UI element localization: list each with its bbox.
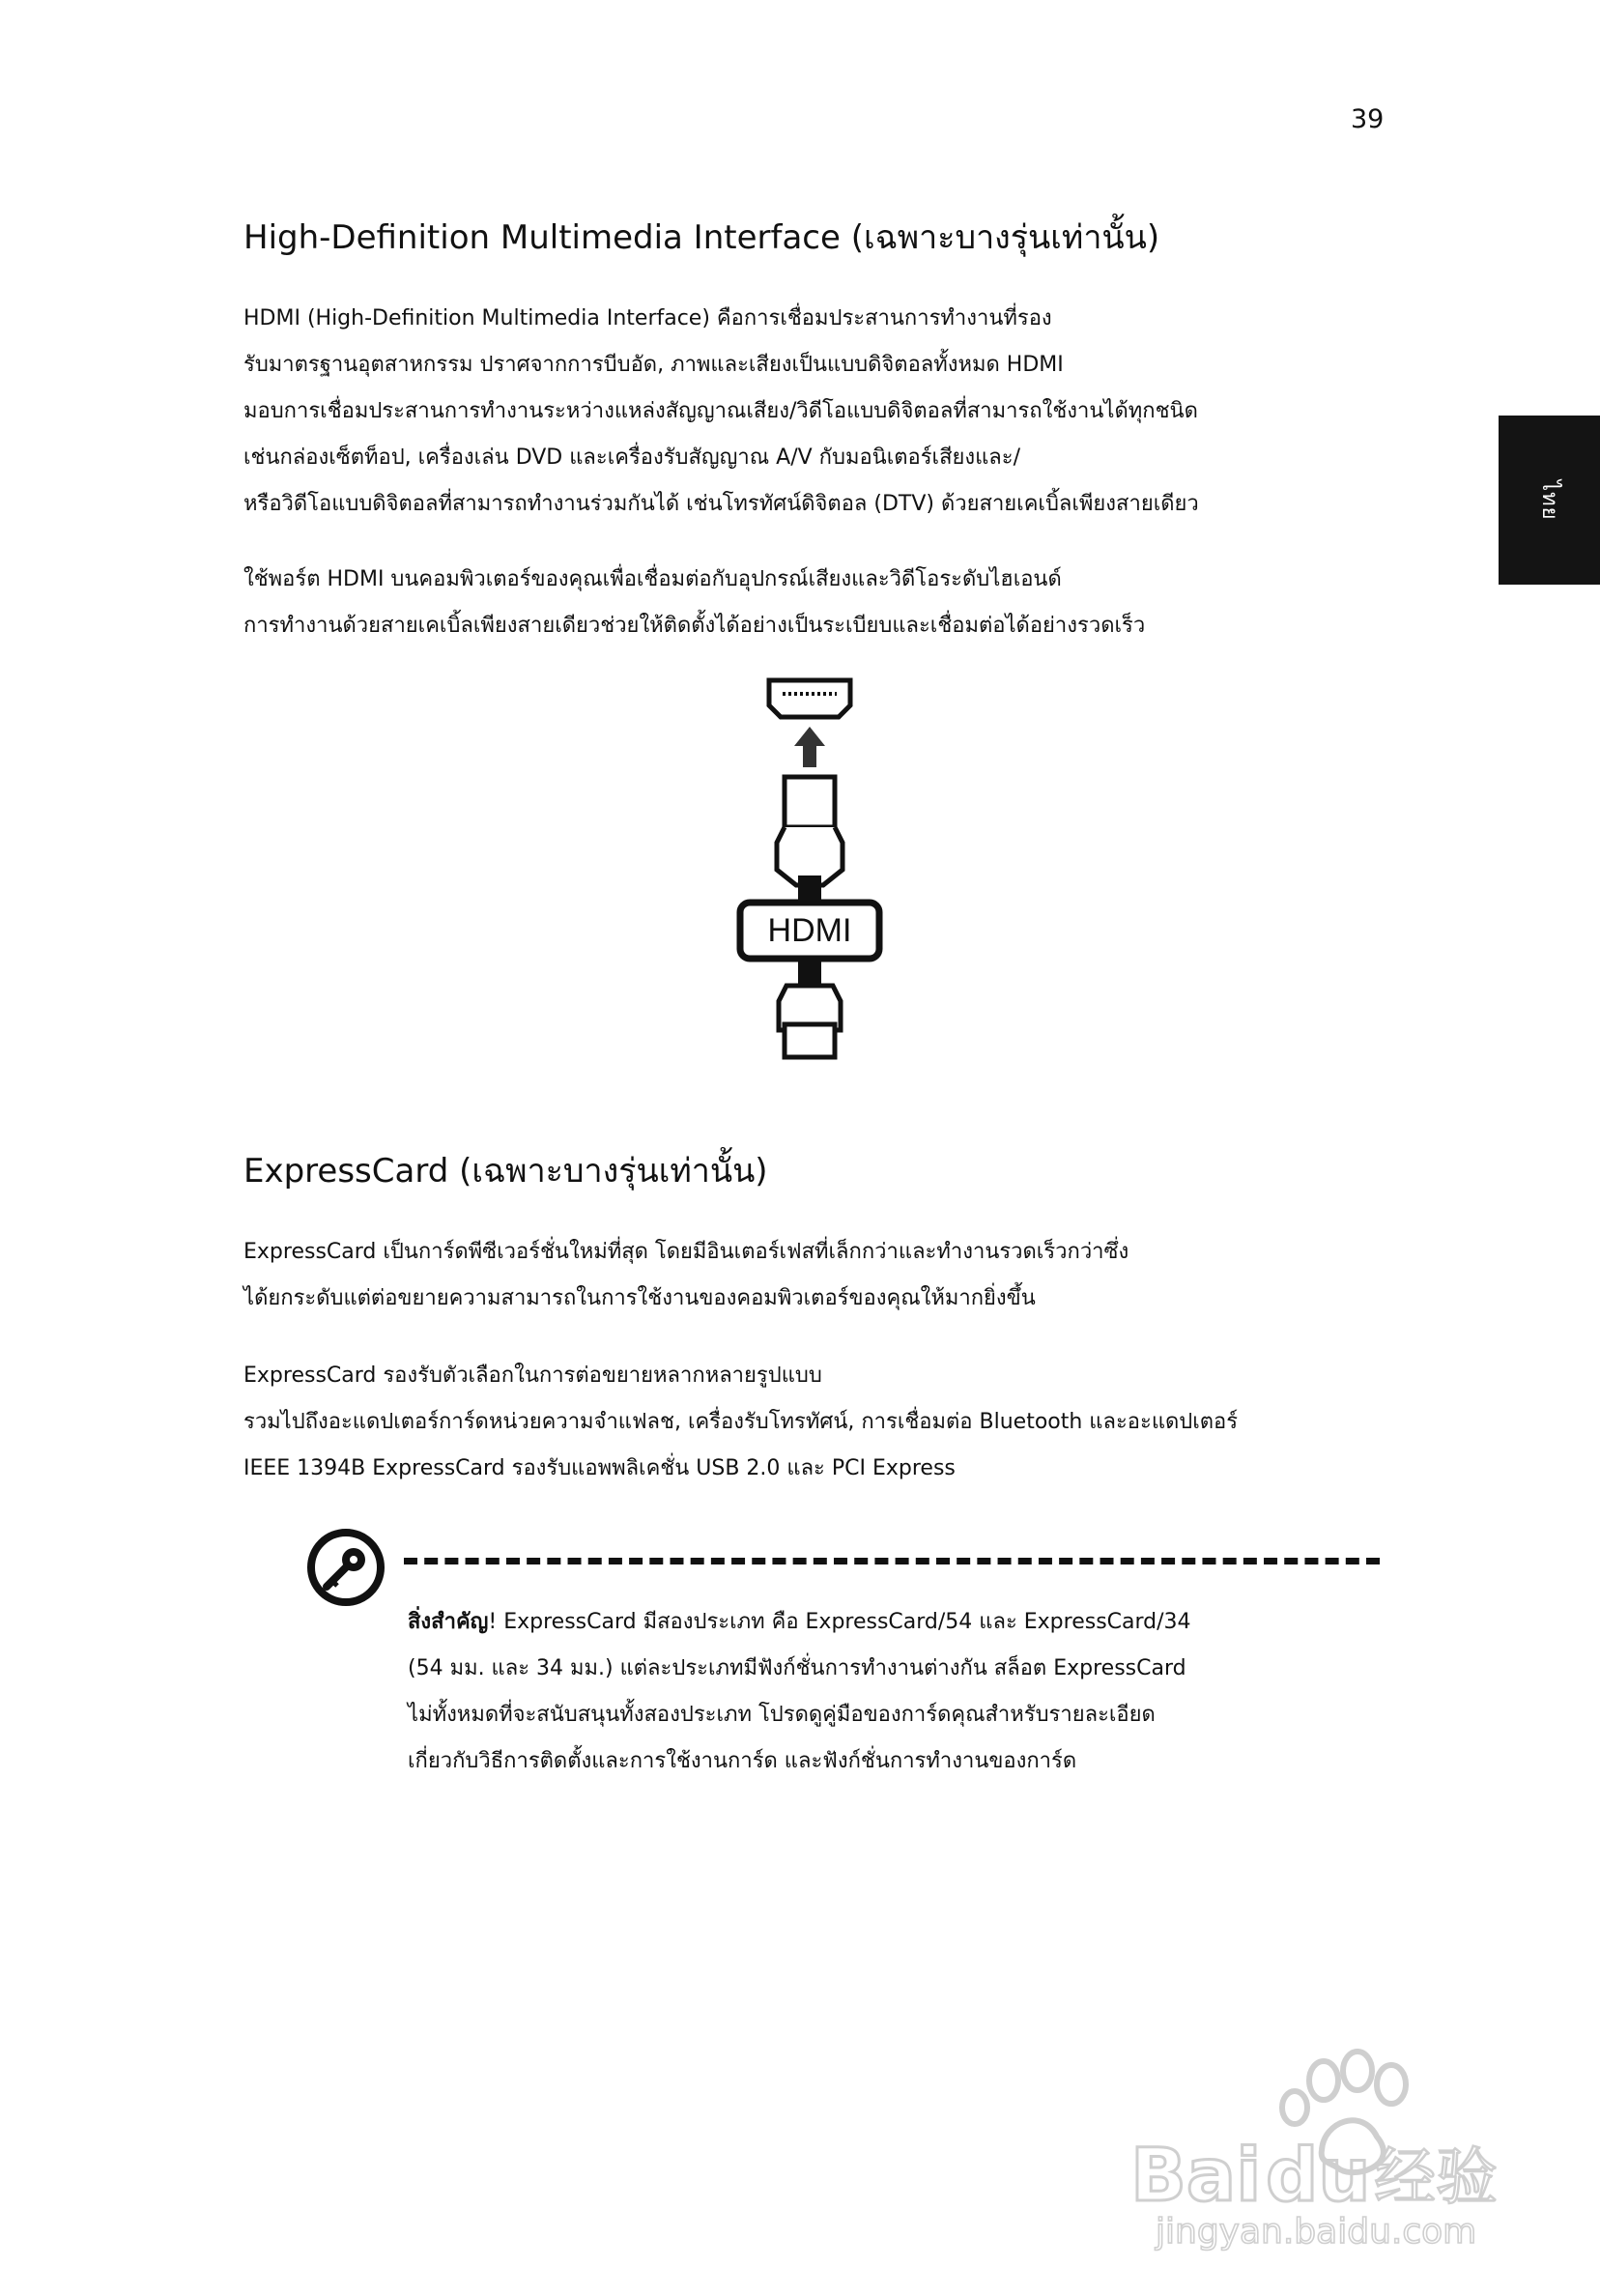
- insert-arrow-icon: [794, 727, 825, 767]
- text-line: ExpressCard รองรับตัวเลือกในการต่อขยายหลากหลายรูปแบบ: [243, 1363, 822, 1388]
- note-line-1-text: ! ExpressCard มีสองประเภท คือ ExpressCard/54 และ ExpressCard/34: [488, 1610, 1191, 1634]
- hdmi-paragraph-1: [243, 296, 1388, 528]
- text-line: การทำงานด้วยสายเคเบิ้ลเพียงสายเดียวช่วยให้ติดตั้งได้อย่างเป็นระเบียบและเชื่อมต่อได้อย่างรวดเร็ว: [243, 614, 1146, 638]
- text-line: รับมาตรฐานอุตสาหกรรม ปราศจากการบีบอัด, ภาพและเสียงเป็นแบบดิจิตอลทั้งหมด HDMI: [243, 353, 1064, 377]
- language-side-tab-label: ไทย: [1537, 479, 1561, 521]
- watermark-brand-cn: 经验: [1374, 2142, 1498, 2214]
- expresscard-paragraph-2: [243, 1353, 1388, 1492]
- hdmi-port-icon: [769, 680, 850, 717]
- expresscard-section-title: ExpressCard (เฉพาะบางรุ่นเท่านั้น): [243, 1152, 768, 1191]
- text-line: มอบการเชื่อมประสานการทำงานระหว่างแหล่งสัญญาณเสียง/วิดีโอแบบดิจิตอลที่สามารถใช้งานได้ทุกชนิด: [243, 399, 1198, 423]
- expresscard-paragraph-1: [243, 1229, 1388, 1322]
- note-line: [408, 1599, 1374, 1646]
- text-line: HDMI (High-Definition Multimedia Interface) คือการเชื่อมประสานการทำงานที่รอง: [243, 306, 1052, 330]
- watermark-url: jingyan.baidu.com: [1156, 2212, 1477, 2252]
- important-note: [408, 1599, 1374, 1785]
- hdmi-paragraph-2: [243, 557, 1388, 649]
- hdmi-connector-illustration: [723, 676, 897, 1063]
- note-line: เกี่ยวกับวิธีการติดตั้งและการใช้งานการ์ด และฟังก์ชั่นการทำงานของการ์ด: [408, 1749, 1077, 1773]
- text-line: IEEE 1394B ExpressCard รองรับแอพพลิเคชั่น USB 2.0 และ PCI Express: [243, 1456, 956, 1480]
- note-divider: [404, 1558, 1380, 1564]
- note-heading: สิ่งสำคัญ: [408, 1610, 489, 1634]
- note-line: (54 มม. และ 34 มม.) แต่ละประเภทมีฟังก์ชั่นการทำงานต่างกัน สล็อต ExpressCard: [408, 1656, 1186, 1680]
- text-line: เช่นกล่องเซ็ตท็อป, เครื่องเล่น DVD และเครื่องรับสัญญาณ A/V กับมอนิเตอร์เสียงและ/: [243, 445, 1021, 470]
- hdmi-section-title: High-Definition Multimedia Interface (เฉพาะบางรุ่นเท่านั้น): [243, 218, 1160, 257]
- hdmi-plug-icon: [740, 777, 879, 1057]
- text-line: หรือวิดีโอแบบดิจิตอลที่สามารถทำงานร่วมกันได้ เช่นโทรทัศน์ดิจิตอล (DTV) ด้วยสายเคเบิ้ลเพียงสายเดียว: [243, 492, 1199, 516]
- watermark-brand-du: du: [1266, 2132, 1371, 2218]
- text-line: รวมไปถึงอะแดปเตอร์การ์ดหน่วยความจำแฟลช, เครื่องรับโทรทัศน์, การเชื่อมต่อ Bluetooth และอะแดปเตอร์: [243, 1410, 1239, 1434]
- page-number: 39: [1351, 104, 1385, 134]
- text-line: ExpressCard เป็นการ์ดพีซีเวอร์ชั่นใหม่ที่สุด โดยมีอินเตอร์เฟสที่เล็กกว่าและทำงานรวดเร็วกว่าซึ่ง: [243, 1240, 1129, 1264]
- hdmi-figure-label: HDMI: [767, 912, 852, 949]
- watermark-brand-latin: Bai: [1130, 2132, 1262, 2218]
- key-note-icon: [305, 1527, 386, 1608]
- text-line: ได้ยกระดับแต่ต่อขยายความสามารถในการใช้งานของคอมพิวเตอร์ของคุณให้มากยิ่งขึ้น: [243, 1286, 1036, 1310]
- text-line: ใช้พอร์ต HDMI บนคอมพิวเตอร์ของคุณเพื่อเชื่อมต่อกับอุปกรณ์เสียงและวิดีโอระดับไฮเอนด์: [243, 567, 1062, 591]
- note-line: ไม่ทั้งหมดที่จะสนับสนุนทั้งสองประเภท โปรดดูคู่มือของการ์ดคุณสำหรับรายละเอียด: [408, 1703, 1156, 1727]
- language-side-tab: [1499, 416, 1600, 585]
- baidu-watermark: [1121, 2044, 1527, 2252]
